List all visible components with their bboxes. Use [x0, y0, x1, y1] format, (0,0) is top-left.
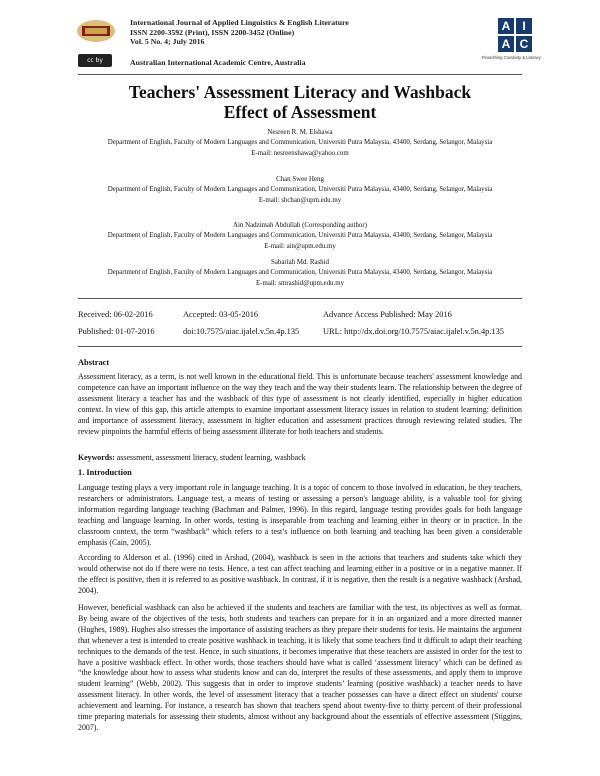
- keywords-line: [78, 453, 522, 464]
- publisher-name: Australian International Academic Centre, Australia: [130, 58, 306, 67]
- dates-divider-top: [78, 298, 522, 299]
- journal-issn: ISSN 2200-3592 (Print), ISSN 2200-3452 (Online): [130, 27, 295, 37]
- aiac-letter: A: [498, 18, 514, 34]
- author-affiliation: Department of English, Faculty of Modern Languages and Communication, Universiti Putra Malaysia, 43400, Serdang, Selangor, Malaysia: [107, 269, 493, 277]
- title-line-1: Teachers' Assessment Literacy and Washback: [128, 82, 472, 102]
- author-block: [78, 175, 522, 206]
- title-line-2: Effect of Assessment: [223, 102, 377, 122]
- author-email[interactable]: E-mail: shchan@upm.edu.my: [258, 196, 342, 204]
- publication-dates: [78, 310, 522, 344]
- author-email[interactable]: E-mail: nesreenshawa@yahoo.com: [251, 149, 349, 157]
- aiac-letter: I: [516, 18, 532, 34]
- author-name: Nesreen R. M. Elshawa: [267, 129, 333, 136]
- url-link[interactable]: URL: http://dx.doi.org/10.7575/aiac.ijalel.v.5n.4p.135: [323, 327, 504, 336]
- aiac-letter: A: [498, 36, 514, 52]
- author-block: [78, 258, 522, 289]
- section-heading: 1. Introduction: [78, 468, 132, 477]
- doi-link[interactable]: doi:10.7575/aiac.ijalel.v.5n.4p.135: [183, 327, 300, 336]
- accepted-date: Accepted: 03-05-2016: [183, 310, 259, 319]
- author-affiliation: Department of English, Faculty of Modern Languages and Communication, Universiti Putra Malaysia, 43400, Serdang, Selangor, Malaysia: [107, 139, 493, 147]
- dates-divider-bottom: [78, 346, 522, 347]
- keywords-list: assessment, assessment literacy, student learning, washback: [114, 453, 306, 462]
- journal-logo-icon: [76, 18, 116, 44]
- journal-name: International Journal of Applied Linguistics & English Literature: [130, 18, 349, 27]
- header-divider: [78, 74, 522, 75]
- author-name: Ain Nadzimah Abdullah (Corresponding author): [233, 222, 367, 229]
- aiac-logo: [482, 18, 550, 60]
- received-date: Received: 06-02-2016: [78, 310, 153, 319]
- intro-paragraph-3: However, beneficial washback can also be achieved if the students and teachers are familiar with the test, its objectives as well as format. By being aware of the objectives of the tests, both students and teachers can prepare for it in an organized and a more directed manner (Hughes, 1989). Hughes also stresses the importance of assisting teachers as they prepare their students for tests. He maintains the argument that whenever a test is intended to create positive washback in teaching, it is likely that some teachers find it difficult to adapt their teaching techniques to the demands of the test. Hence, in such situations, it becomes imperative that these teachers are assisted in order for the test to have a positive washback effect. In other words, those teachers should have what is called ‘assessment literacy’ which can be defined as “the knowledge about how to assess what students know and can do, interpret the results of these assessments, and apply them to improve student learning” (Webb, 2002). This suggests that in order to improve students’ learning (positive washback) a teacher needs to have assessment literacy. In other words, the level of assessment literacy that a teacher possesses can have a direct effect on students' course achievement and learning. For instance, a research has shown that teachers spend about twenty-five to thirty percent of their professional time preparing materials for assessing their students, almost without any background about the essentials of effective assessment (Stiggins, 2007).: [78, 603, 522, 732]
- author-name: Sabariah Md. Rashid: [271, 259, 329, 266]
- aiac-tagline: Flourishing Creativity & Literacy: [482, 55, 541, 60]
- author-block: [78, 128, 522, 159]
- aiac-letter: C: [516, 36, 532, 52]
- abstract-heading: Abstract: [78, 358, 110, 367]
- journal-info: [130, 18, 349, 47]
- author-email[interactable]: E-mail: ain@upm.edu.my: [264, 242, 336, 250]
- author-block: [78, 221, 522, 252]
- journal-volume: Vol. 5 No. 4; July 2016: [130, 37, 205, 47]
- author-name: Chan Swee Heng: [276, 176, 324, 183]
- intro-paragraph-1: Language testing plays a very important role in language teaching. It is a topic of concern to those involved in education, be they teachers, researchers or administrators. Language test, a means of testing or assessing a person's language ability, is a valuable tool for giving information regarding language teaching (Bachman and Palmer, 1996). In this regard, language testing provides goals for both language teaching and language learning. In other words, testing is inseparable from teaching and learning either in theory or in practice. In the classroom context, the term “washback” which refers to a test’s influence on both learning and teaching has been given a considerable emphasis (Cain, 2005).: [78, 483, 522, 547]
- keywords-label: Keywords:: [78, 453, 115, 462]
- abstract-text: Assessment literacy, as a term, is not well known in the educational field. This is unfortunate because teachers' assessment knowledge and competence can have an important influence on the way they teach and the way their students learn. The relationship between the degree of assessment literacy a teacher has and the washback of this type of assessment is not clearly identified, especially in higher education context. In view of this gap, this article attempts to examine important assessment literacy issues in relation to student learning: definition and importance of assessment literacy, assessment in higher education and assessment practices through reviewing related studies. The review pinpoints the harmful effects of being assessment illiterate for both teachers and students.: [78, 372, 522, 436]
- journal-header: [78, 18, 541, 73]
- advance-access-date: Advance Access Published: May 2016: [323, 310, 452, 319]
- cc-license-badge: cc by: [78, 54, 112, 67]
- author-affiliation: Department of English, Faculty of Modern Languages and Communication, Universiti Putra Malaysia, 43400, Serdang, Selangor, Malaysia: [107, 232, 493, 240]
- paper-title: [78, 82, 522, 122]
- published-date: Published: 01-07-2016: [78, 327, 155, 336]
- author-affiliation: Department of English, Faculty of Modern Languages and Communication, Universiti Putra Malaysia, 43400, Serdang, Selangor, Malaysia: [107, 186, 493, 194]
- author-email[interactable]: E-mail: smrashid@upm.edu.my: [255, 279, 345, 287]
- intro-paragraph-2: According to Alderson et al. (1996) cited in Arshad, (2004), washback is seen in the actions that teachers and students take which they would otherwise not do if there were no tests. Hence, a test can affect teaching and learning either in a positive or in a negative manner. If the effect is positive, then it is referred to as positive washback. In contrast, if it is negative, then the result is a negative washback (Arshad, 2004).: [78, 553, 522, 595]
